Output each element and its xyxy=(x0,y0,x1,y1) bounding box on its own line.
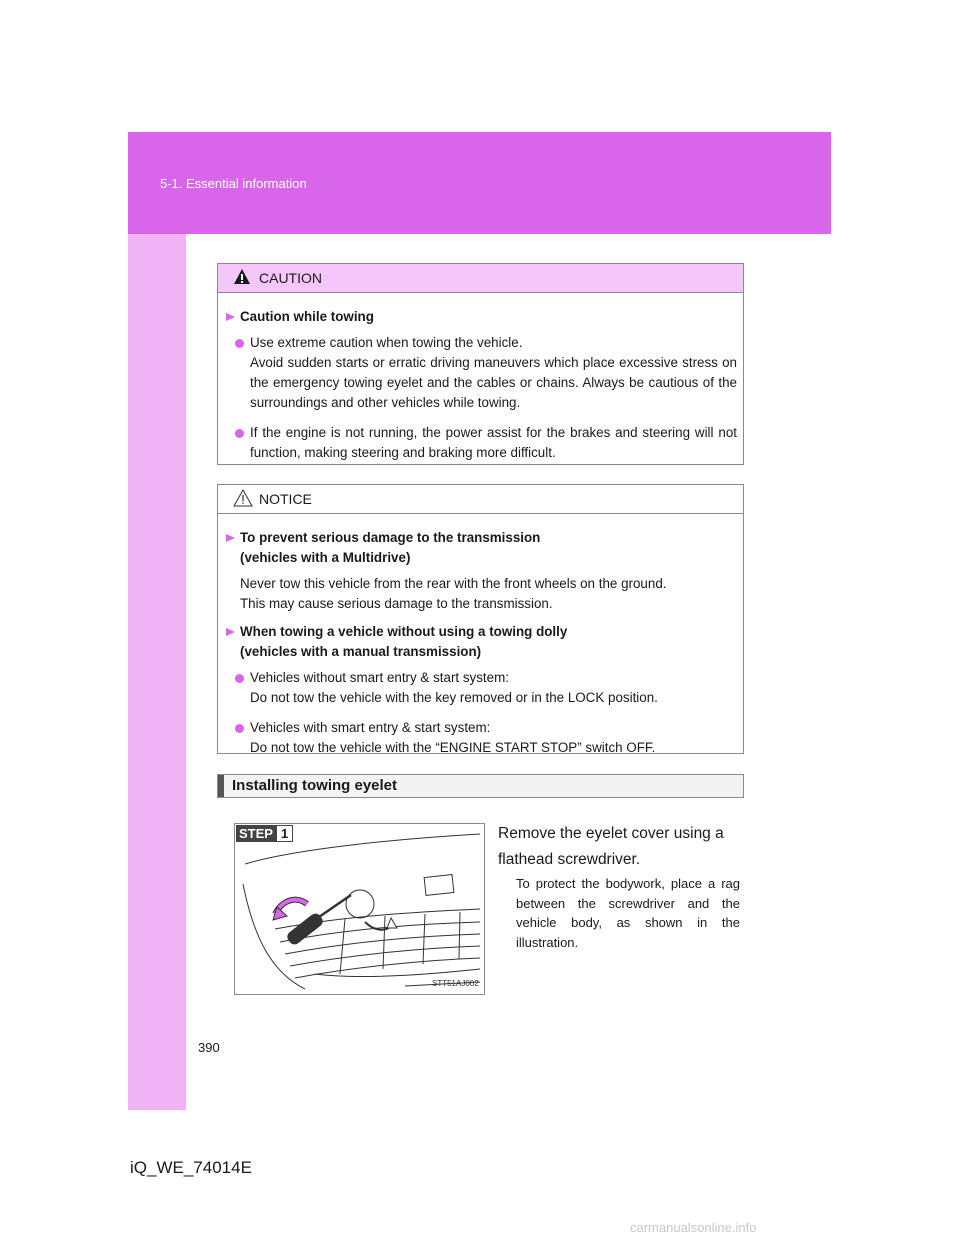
bullet-dot-icon xyxy=(235,339,244,348)
watermark: carmanualsonline.info xyxy=(630,1220,757,1235)
bullet-dot-icon xyxy=(235,724,244,733)
notice-bullet: Vehicles without smart entry & start system: Do not tow the vehicle with the key removed or in the LOCK position. xyxy=(225,668,737,708)
notice-header xyxy=(218,485,743,514)
notice-bullet: Vehicles with smart entry & start system: Do not tow the vehicle with the “ENGINE START STOP” switch OFF. xyxy=(225,718,737,758)
section-marker xyxy=(218,775,224,797)
notice-box xyxy=(217,484,744,754)
notice-heading: To prevent serious damage to the transmission (vehicles with a Multidrive) xyxy=(225,528,737,568)
step-instruction: Remove the eyelet cover using a flathead screwdriver. xyxy=(498,825,724,868)
triangle-marker-icon xyxy=(226,534,235,542)
step-badge xyxy=(236,825,293,842)
illustration xyxy=(234,823,485,995)
notice-body xyxy=(218,514,743,780)
caution-bullet: If the engine is not running, the power assist for the brakes and steering will not function, making steering and braking more difficult. xyxy=(225,423,737,463)
caution-bullet: Use extreme caution when towing the vehicle. Avoid sudden starts or erratic driving maneuvers which place excessive stress on the emergency towing eyelet and the cables or chains. Always be cautious of the surroundings and other vehicles while towing. xyxy=(225,333,737,413)
section-title: 5-1. Essential information xyxy=(160,176,307,191)
caution-body xyxy=(218,293,743,485)
notice-paragraph: Never tow this vehicle from the rear with the front wheels on the ground. This may cause serious damage to the transmission. xyxy=(240,576,667,611)
page-number: 390 xyxy=(198,1040,220,1055)
caution-header xyxy=(218,264,743,293)
notice-triangle-icon xyxy=(233,489,253,507)
step-word: STEP xyxy=(236,825,276,842)
eyelet-cover-illustration xyxy=(235,824,484,994)
document-code: iQ_WE_74014E xyxy=(130,1158,252,1177)
illustration-code: STT51AJ002 xyxy=(432,979,479,988)
caution-box xyxy=(217,263,744,465)
step-note: To protect the bodywork, place a rag between the screwdriver and the vehicle body, as shown in the illustration. xyxy=(516,876,740,950)
side-strip xyxy=(128,234,186,1110)
notice-heading: When towing a vehicle without using a towing dolly (vehicles with a manual transmission) xyxy=(225,622,737,662)
warning-icon xyxy=(233,268,251,285)
caution-label: CAUTION xyxy=(259,270,322,286)
bullet-dot-icon xyxy=(235,429,244,438)
triangle-marker-icon xyxy=(226,628,235,636)
caution-heading: Caution while towing xyxy=(225,307,737,327)
section-heading-bar xyxy=(217,774,744,798)
header-band xyxy=(128,132,831,234)
section-heading: Installing towing eyelet xyxy=(232,777,398,794)
step-number: 1 xyxy=(276,825,293,842)
notice-label: NOTICE xyxy=(259,491,312,507)
bullet-dot-icon xyxy=(235,674,244,683)
triangle-marker-icon xyxy=(226,313,235,321)
